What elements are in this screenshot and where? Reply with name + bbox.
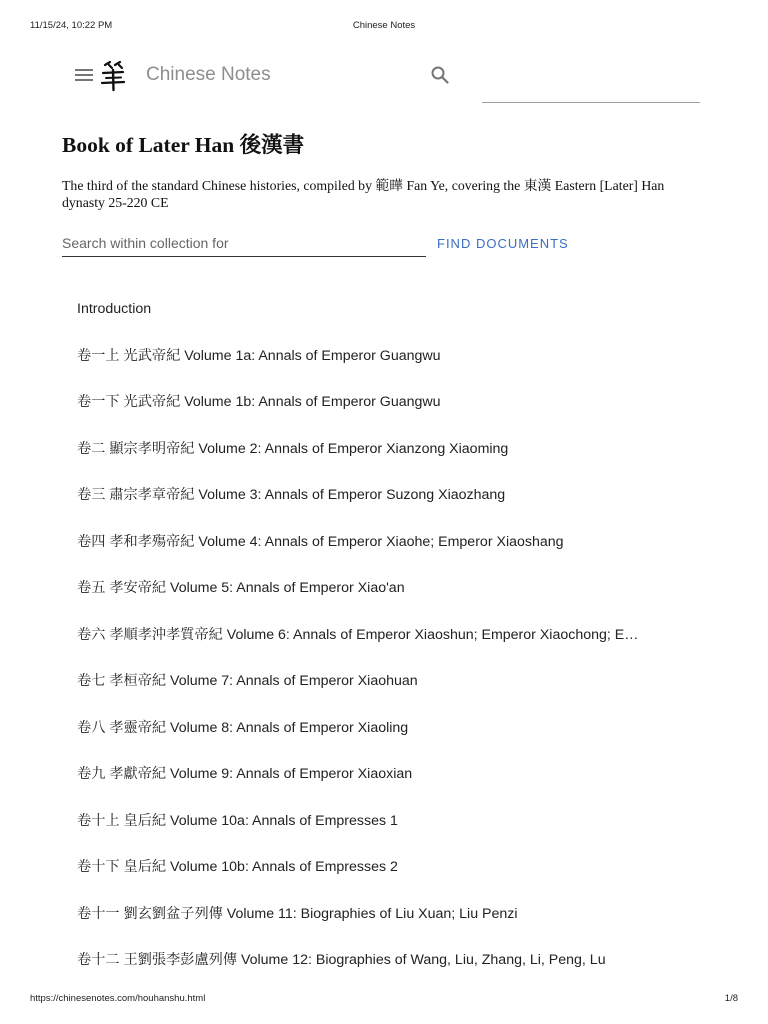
document-link[interactable]: 卷八 孝靈帝紀 Volume 8: Annals of Emperor Xiaoling: [77, 719, 409, 736]
document-link[interactable]: 卷一下 光武帝紀 Volume 1b: Annals of Emperor Guangwu: [77, 394, 441, 410]
print-date: 11/15/24, 10:22 PM: [30, 20, 113, 31]
document-link[interactable]: 卷七 孝桓帝紀 Volume 7: Annals of Emperor Xiaohuan: [77, 673, 418, 689]
print-page-title: Chinese Notes: [352, 20, 416, 31]
document-link[interactable]: 卷十一 劉玄劉盆子列傳 Volume 11: Biographies of Liu Xuan; Liu Penzi: [77, 905, 518, 922]
print-footer: [30, 993, 738, 1007]
print-header: [30, 20, 738, 34]
document-link[interactable]: 卷四 孝和孝殤帝紀 Volume 4: Annals of Emperor Xiaohe; Emperor Xiaoshang: [77, 533, 564, 550]
document-link[interactable]: 卷二 顯宗孝明帝紀 Volume 2: Annals of Emperor Xianzong Xiaoming: [77, 440, 509, 457]
top-app-bar: [74, 58, 696, 102]
list-item: [77, 432, 697, 479]
list-item: [77, 339, 697, 386]
page-title: Book of Later Han 後漢書: [62, 133, 305, 157]
collection-description: The third of the standard Chinese histories, compiled by 範曄 Fan Ye, covering the 東漢 Eastern [Later] Han dynasty 25-220 CE: [62, 178, 665, 210]
list-item: [77, 571, 697, 618]
document-link[interactable]: 卷十二 王劉張李彭盧列傳 Volume 12: Biographies of Wang, Liu, Zhang, Li, Peng, Lu: [77, 952, 606, 968]
list-item: [77, 897, 697, 944]
menu-icon[interactable]: [74, 67, 94, 83]
document-list: [77, 292, 697, 990]
document-link[interactable]: 卷九 孝獻帝紀 Volume 9: Annals of Emperor Xiaoxian: [77, 766, 413, 782]
list-item: [77, 757, 697, 804]
list-item: [77, 943, 697, 990]
list-item: [77, 525, 697, 572]
document-link[interactable]: 卷五 孝安帝紀 Volume 5: Annals of Emperor Xiao'an: [77, 580, 405, 596]
document-link[interactable]: 卷十上 皇后紀 Volume 10a: Annals of Empresses 1: [77, 812, 398, 829]
list-item: [77, 478, 697, 525]
list-item: [77, 292, 697, 339]
document-link[interactable]: 卷十下 皇后紀 Volume 10b: Annals of Empresses 2: [77, 859, 398, 875]
print-page-number: 1/8: [724, 993, 738, 1004]
search-icon[interactable]: [430, 65, 450, 85]
document-link[interactable]: 卷一上 光武帝紀 Volume 1a: Annals of Emperor Guangwu: [77, 347, 441, 364]
site-title[interactable]: Chinese Notes: [146, 64, 271, 85]
list-item: [77, 618, 697, 665]
list-item: [77, 804, 697, 851]
list-item: [77, 711, 697, 758]
print-url: https://chinesenotes.com/houhanshu.html: [30, 993, 206, 1004]
document-link[interactable]: 卷三 肅宗孝章帝紀 Volume 3: Annals of Emperor Suzong Xiaozhang: [77, 487, 506, 503]
site-search-input[interactable]: [482, 60, 700, 103]
document-link[interactable]: 卷六 孝順孝沖孝質帝紀 Volume 6: Annals of Emperor Xiaoshun; Emperor Xiaochong; E…: [77, 626, 639, 643]
list-item: [77, 664, 697, 711]
collection-search-input[interactable]: [62, 230, 426, 257]
list-item: [77, 385, 697, 432]
list-item: [77, 850, 697, 897]
find-documents-button[interactable]: FIND DOCUMENTS: [437, 236, 569, 251]
document-link[interactable]: Introduction: [77, 301, 152, 317]
brush-logo-icon[interactable]: [100, 60, 126, 92]
